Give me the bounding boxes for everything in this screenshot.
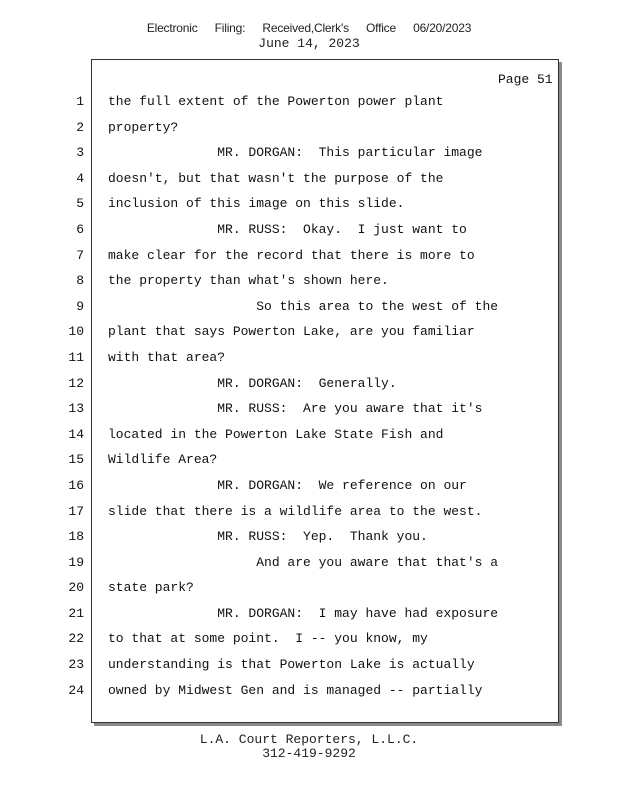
line-text: MR. RUSS: Are you aware that it's (108, 401, 483, 417)
line-text: located in the Powerton Lake State Fish and (108, 426, 444, 442)
line-number: 1 (76, 94, 84, 109)
line-text: with that area? (108, 349, 226, 365)
line-text: MR. DORGAN: Generally. (108, 375, 397, 391)
footer-company: L.A. Court Reporters, L.L.C. (199, 732, 419, 747)
line-text: the property than what's shown here. (108, 273, 389, 289)
transcript-line (0, 652, 618, 678)
transcript-line (0, 524, 618, 550)
line-number: 10 (68, 324, 84, 340)
line-number: 21 (68, 605, 84, 621)
line-text: MR. DORGAN: I may have had exposure (108, 605, 499, 621)
line-text: understanding is that Powerton Lake is actually (108, 657, 475, 673)
transcript-line (0, 447, 618, 473)
page-number: Page 51 (498, 72, 553, 87)
line-text: And are you aware that that's a (108, 554, 499, 570)
transcript-line (0, 499, 618, 525)
line-text: MR. DORGAN: This particular image (108, 145, 483, 161)
line-number: 17 (68, 503, 84, 519)
line-number: 7 (76, 247, 84, 263)
transcript-line (0, 140, 618, 166)
footer (0, 733, 618, 761)
transcript-line (0, 473, 618, 499)
line-number: 23 (68, 657, 84, 673)
line-number: 22 (68, 631, 84, 647)
line-number: 4 (76, 170, 84, 186)
transcript-line (0, 550, 618, 576)
line-number: 16 (68, 477, 84, 493)
line-number: 20 (68, 580, 84, 596)
line-text: state park? (108, 580, 194, 596)
stamp-electronic: Electronic (146, 21, 198, 35)
line-text: slide that there is a wildlife area to the west. (108, 503, 483, 519)
filing-stamp (0, 21, 618, 35)
line-number: 13 (68, 401, 84, 417)
line-text: owned by Midwest Gen and is managed -- partially (108, 682, 483, 698)
transcript-line (0, 294, 618, 320)
line-number: 8 (76, 273, 84, 289)
stamp-received: Received,Clerk's (262, 21, 349, 35)
transcript-line (0, 268, 618, 294)
transcript-line (0, 191, 618, 217)
line-text: to that at some point. I -- you know, my (108, 631, 428, 647)
line-text: MR. RUSS: Okay. I just want to (108, 221, 467, 237)
line-text: inclusion of this image on this slide. (108, 196, 405, 212)
line-number: 2 (76, 119, 84, 135)
stamp-filing: Filing: (214, 21, 246, 35)
stamp-office: Office (366, 21, 396, 35)
line-number: 9 (76, 298, 84, 314)
line-text: plant that says Powerton Lake, are you familiar (108, 324, 475, 340)
transcript-line (0, 678, 618, 704)
transcript-date: June 14, 2023 (258, 36, 360, 51)
line-text: doesn't, but that wasn't the purpose of the (108, 170, 444, 186)
transcript-line (0, 115, 618, 141)
line-text: MR. RUSS: Yep. Thank you. (108, 529, 428, 545)
line-number: 15 (68, 452, 84, 468)
transcript-line (0, 319, 618, 345)
transcript-line (0, 243, 618, 269)
transcript-line (0, 89, 618, 115)
stamp-date: 06/20/2023 (413, 21, 472, 35)
line-number: 5 (76, 196, 84, 212)
transcript-line (0, 166, 618, 192)
line-text: MR. DORGAN: We reference on our (108, 477, 467, 493)
transcript-lines (0, 89, 618, 703)
line-text: So this area to the west of the (108, 298, 499, 314)
transcript-line (0, 575, 618, 601)
transcript-line (0, 601, 618, 627)
line-number: 24 (68, 682, 84, 698)
transcript-line (0, 396, 618, 422)
line-number: 11 (68, 349, 84, 365)
transcript-line (0, 345, 618, 371)
line-text: property? (108, 119, 179, 135)
line-text: the full extent of the Powerton power plant (108, 94, 444, 109)
transcript-line (0, 371, 618, 397)
transcript-line (0, 422, 618, 448)
line-number: 18 (68, 529, 84, 545)
line-number: 3 (76, 145, 84, 161)
line-text: make clear for the record that there is more to (108, 247, 475, 263)
line-number: 6 (76, 221, 84, 237)
transcript-line (0, 217, 618, 243)
transcript-line (0, 626, 618, 652)
line-number: 14 (68, 426, 84, 442)
line-text: Wildlife Area? (108, 452, 218, 468)
line-number: 19 (68, 554, 84, 570)
line-number: 12 (68, 375, 84, 391)
footer-phone: 312-419-9292 (262, 746, 356, 761)
